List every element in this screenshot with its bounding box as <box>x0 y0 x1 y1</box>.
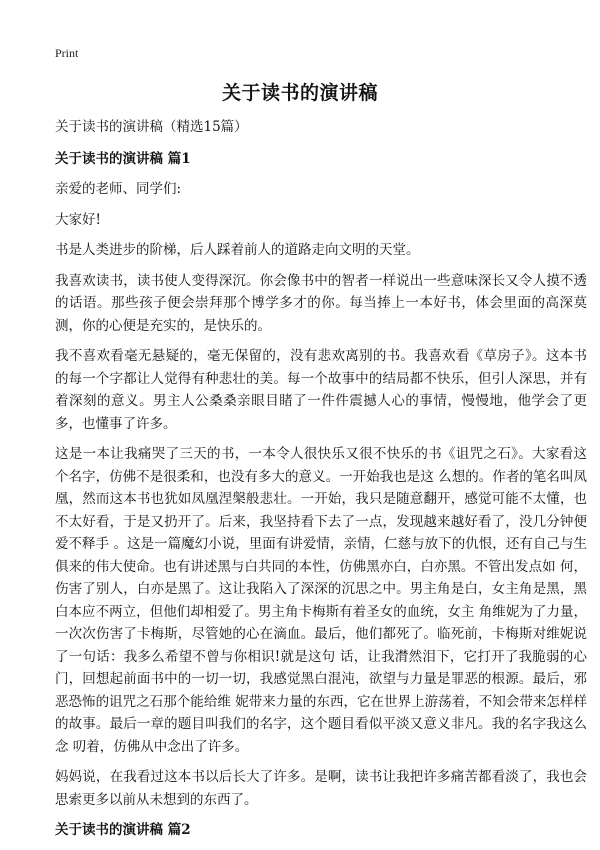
paragraph-1: 书是人类进步的阶梯，后人踩着前人的道路走向文明的天堂。 <box>55 242 420 258</box>
hello-line: 大家好! <box>55 211 101 228</box>
print-link[interactable]: Print <box>55 46 79 60</box>
section-heading-2: 关于读书的演讲稿 篇2 <box>55 822 191 838</box>
paragraph-4: 这是一本让我痛哭了三天的书，一本令人很快乐又很不快乐的书《诅咒之石》。大家看这个名字，仿佛不是很柔和，也没有多大的意义。一开始我也是这 么想的。作者的笔名叫凤凰，然而这本书也犹如凤凰涅槃般悲壮。一开始，我只是随意翻开，感觉可能不太懂，也不太好看，于是又扔开了。后来，我坚持看下去了一点，发现越来越好看了，没几分钟便爱不释手 。这是一篇魔幻小说，里面有讲爱情，亲情，仁慈与放下的仇恨，还有自己与生俱来的伟大使命。也有讲述黑与白共同的本性，仿佛黑亦白，白亦黑。不管出发点如 何，伤害了别人，白亦是黑了。这让我陷入了深深的沉思之中。男主角是白，女主角是黑，黑白本应不两立，但他们却相爱了。男主角卡梅斯有着圣女的血统，女主 角维妮为了力量，一次次伤害了卡梅斯，尽管她的心在滴血。最后，他们都死了。临死前，卡梅斯对维妮说了一句话：我多么希望不曾与你相识!就是这句 话，让我潸然泪下，它打开了我脆弱的心门，回想起前面书中的一切一切，我感觉黑白混沌，欲望与力量是罪恶的根源。最后，邪恶恐怖的诅咒之石那个能给维 妮带来力量的东西，它在世界上游荡着，不知会带来怎样样的故事。最后一章的题目叫我们的名字，这个题目看似平淡又意义非凡。我的名字我这么念 叨着，仿佛从中念出了许多。 <box>55 446 587 755</box>
section-heading-1: 关于读书的演讲稿 篇1 <box>55 150 191 167</box>
paragraph-3: 我不喜欢看毫无悬疑的，毫无保留的，没有悲欢离别的书。我喜欢看《草房子》。这本书的每一个字都让人觉得有种悲壮的美。每一个故事中的结局都不快乐，但引人深思，并有着深刻的意义。男主人公桑桑亲眼目睹了一件件震撼人心的事情，慢慢地，他学会了更多，也懂事了许多。 <box>55 348 587 432</box>
paragraph-2: 我喜欢读书，读书使人变得深沉。你会像书中的智者一样说出一些意味深长又令人摸不透的话语。那些孩子便会崇拜那个博学多才的你。每当捧上一本好书，体会里面的高深莫测，你的心便是充实的，是快乐的。 <box>55 272 587 334</box>
article-body <box>55 116 587 850</box>
article-subtitle: 关于读书的演讲稿（精选15篇） <box>55 119 248 135</box>
greeting-line: 亲爱的老师、同学们: <box>55 181 182 197</box>
page-title: 关于读书的演讲稿 <box>221 82 378 104</box>
paragraph-5: 妈妈说，在我看过这本书以后长大了许多。是啊，读书让我把许多痛苦都看淡了，我也会思索更多以前从未想到的东西了。 <box>55 769 587 808</box>
